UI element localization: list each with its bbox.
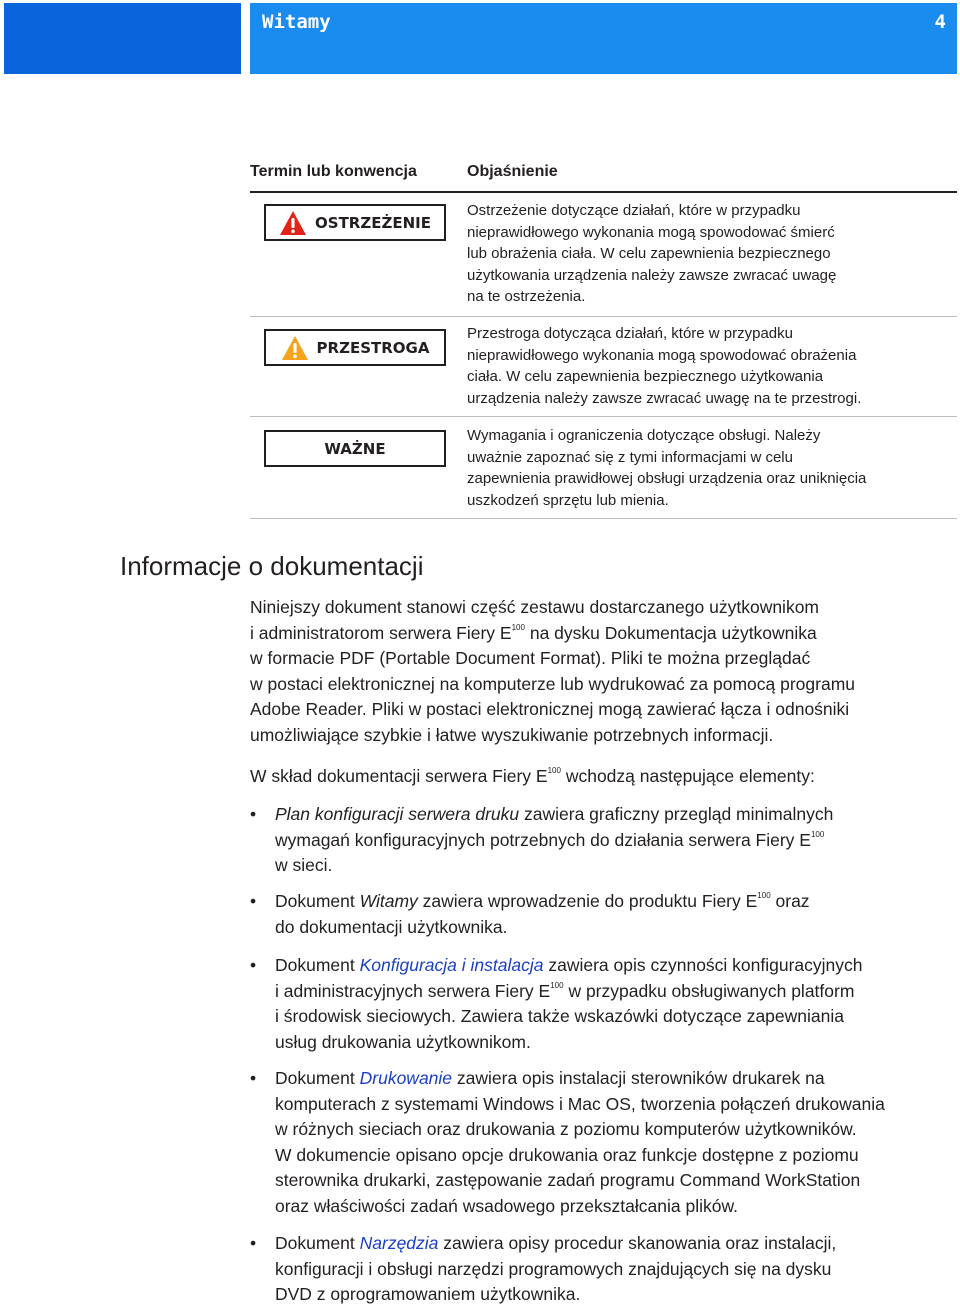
list-item — [275, 889, 955, 940]
text-line: w formacie PDF (Portable Document Format). Pliki te można przeglądać — [250, 648, 811, 668]
text-line: Dokument Drukowanie zawiera opis instalacji sterowników drukarek na — [275, 1068, 825, 1088]
important-label-text: WAŻNE — [324, 439, 386, 458]
column-header-explanation: Objaśnienie — [467, 163, 558, 180]
list-item — [275, 953, 955, 1055]
bullet-icon: • — [250, 955, 257, 975]
caution-label — [264, 329, 446, 366]
text-line: komputerach z systemami Windows i Mac OS, tworzenia połączeń drukowania — [275, 1093, 885, 1114]
text-line: uszkodzeń sprzętu lub mienia. — [467, 491, 669, 509]
warning-explanation — [467, 200, 947, 308]
list-item — [275, 802, 955, 879]
section-title: Informacje o dokumentacji — [120, 551, 424, 581]
important-label — [264, 430, 446, 467]
text-line: sterownika drukarki, zastępowanie zadań programu Command WorkStation — [275, 1170, 861, 1190]
text-line: Wymagania i ograniczenia dotyczące obsługi. Należy — [467, 427, 821, 444]
text-line: DVD z oprogramowaniem użytkownika. — [275, 1284, 581, 1304]
doc-link[interactable]: Konfiguracja i instalacja — [359, 955, 544, 975]
text-line: i administracyjnych serwera Fiery $E^{100}$ w przypadku obsługiwanych platform — [275, 980, 855, 1001]
text-line: wymagań konfiguracyjnych potrzebnych do działania serwera Fiery $E^{100}$ — [275, 829, 825, 850]
text-line: Dokument Narzędzia zawiera opisy procedur skanowania oraz instalacji, — [275, 1233, 837, 1253]
table-bottom-rule — [250, 518, 957, 519]
bullet-icon: • — [250, 1233, 257, 1253]
text-line: użytkowania urządzenia należy zawsze zwracać uwagę — [467, 266, 837, 284]
doc-title: Witamy — [359, 891, 418, 911]
text-line: lub obrażenia ciała. W celu zapewnienia bezpiecznego — [467, 245, 831, 262]
caution-label-text: PRZESTROGA — [316, 338, 430, 357]
caution-explanation — [467, 323, 947, 409]
text-line: w sieci. — [275, 855, 333, 875]
text-line: Adobe Reader. Pliki w postaci elektronicznej mogą zawierać łącza i odnośniki — [250, 699, 850, 719]
doc-title: Plan konfiguracji serwera druku — [275, 804, 520, 824]
lead-sentence: W skład dokumentacji serwera Fiery $E^{100}$ wchodzą następujące elementy: — [250, 766, 815, 786]
table-header-rule — [250, 191, 957, 193]
text-line: ciała. W celu zapewnienia bezpiecznego użytkowania — [467, 368, 824, 385]
text-line: i administratorom serwera Fiery $E^{100}$ na dysku Dokumentacja użytkownika — [250, 622, 817, 643]
table-row-divider — [250, 416, 957, 417]
text-line: oraz właściwości zadań wsadowego przekształcania plików. — [275, 1195, 738, 1216]
intro-paragraph — [250, 595, 950, 748]
text-line: Przestroga dotycząca działań, które w przypadku — [467, 325, 793, 342]
column-header-term: Termin lub konwencja — [250, 163, 417, 180]
text-line: na te ostrzeżenia. — [467, 288, 586, 305]
header-band — [250, 3, 957, 74]
doc-link[interactable]: Drukowanie — [359, 1068, 453, 1088]
table-row-divider — [250, 316, 957, 317]
text-line: Dokument Witamy zawiera wprowadzenie do produktu Fiery $E^{100}$ oraz — [275, 891, 810, 911]
text-line: konfiguracji i obsługi narzędzi programowych znajdujących się na dysku — [275, 1258, 832, 1279]
text-line: w różnych sieciach oraz drukowania z poziomu komputerów użytkowników. — [275, 1119, 857, 1139]
page-number: 4 — [934, 11, 946, 33]
bullet-icon: • — [250, 1068, 257, 1088]
text-line: uważnie zapoznać się z tymi informacjami w celu — [467, 448, 793, 466]
warning-label-text: OSTRZEŻENIE — [315, 213, 431, 232]
caution-icon — [281, 335, 309, 361]
warning-icon — [279, 210, 307, 236]
important-explanation — [467, 425, 947, 511]
doc-link[interactable]: Narzędzia — [359, 1233, 439, 1253]
text-line: w postaci elektronicznej na komputerze lub wydrukować za pomocą programu — [250, 673, 856, 694]
text-line: W dokumencie opisano opcje drukowania oraz funkcje dostępne z poziomu — [275, 1144, 859, 1165]
text-line: Plan konfiguracji serwera druku zawiera graficzny przegląd minimalnych — [275, 804, 834, 824]
text-line: nieprawidłowego wykonania mogą spowodować śmierć — [467, 223, 835, 241]
list-item — [275, 1066, 955, 1219]
warning-label — [264, 204, 446, 241]
text-line: nieprawidłowego wykonania mogą spowodować obrażenia — [467, 346, 857, 364]
text-line: Dokument Konfiguracja i instalacja zawiera opis czynności konfiguracyjnych — [275, 955, 863, 975]
text-line: Niniejszy dokument stanowi część zestawu dostarczanego użytkownikom — [250, 597, 820, 617]
chapter-title: Witamy — [262, 11, 331, 33]
list-item — [275, 1231, 955, 1308]
bullet-icon: • — [250, 891, 257, 911]
text-line: do dokumentacji użytkownika. — [275, 916, 508, 937]
text-line: zapewnienia prawidłowej obsługi urządzenia oraz uniknięcia — [467, 470, 867, 487]
text-line: i środowisk sieciowych. Zawiera także wskazówki dotyczące zapewniania — [275, 1006, 844, 1026]
text-line: usług drukowania użytkownikom. — [275, 1031, 531, 1052]
text-line: umożliwiające szybkie i łatwe wyszukiwanie potrzebnych informacji. — [250, 724, 774, 745]
text-line: urządzenia należy zawsze zwracać uwagę na te przestrogi. — [467, 389, 862, 407]
bullet-icon: • — [250, 804, 257, 824]
text-line: Ostrzeżenie dotyczące działań, które w przypadku — [467, 202, 801, 219]
header-left-band — [4, 3, 241, 74]
